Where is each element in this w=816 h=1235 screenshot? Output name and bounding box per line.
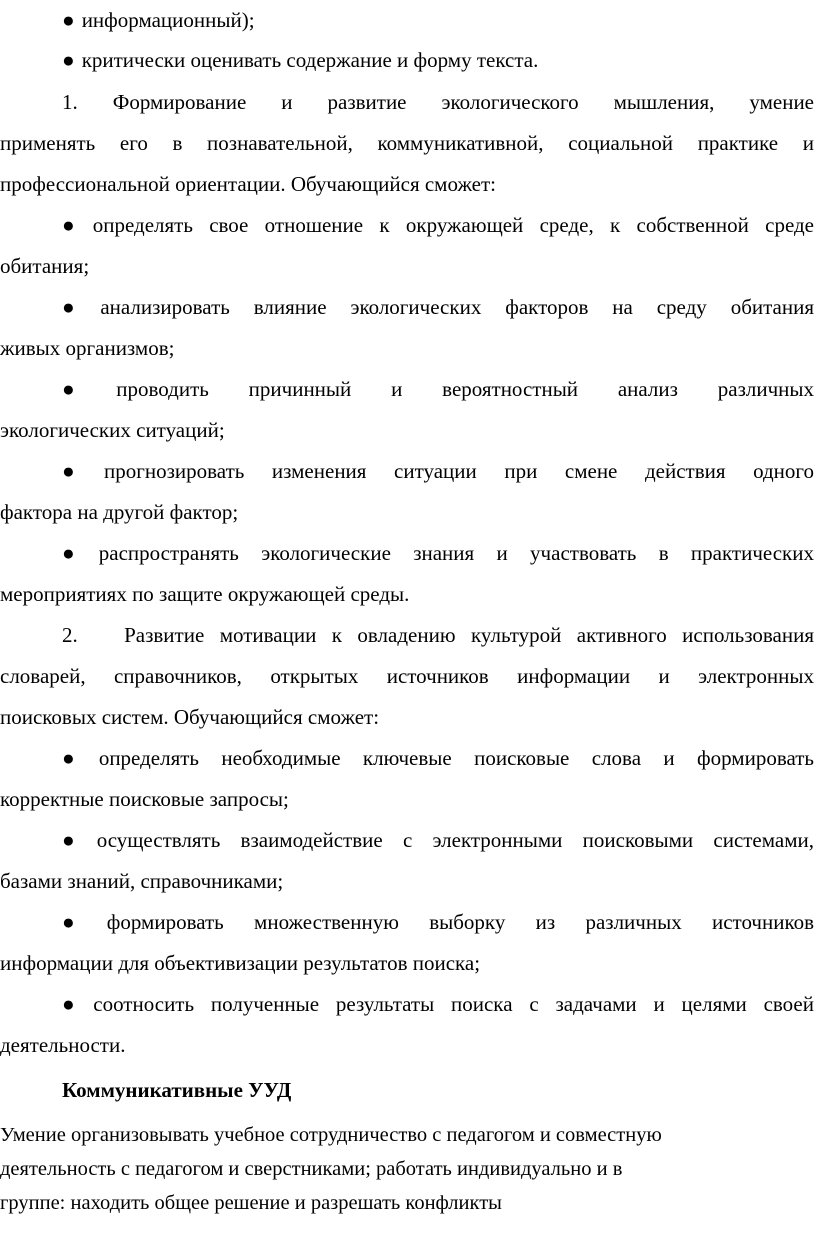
- paragraph-line: словарей, справочников, открытых источников информации и электронных: [0, 664, 814, 688]
- paragraph-line: информации для объективизации результатов поиска;: [0, 951, 481, 975]
- text: осуществлять взаимодействие с электронными поисковыми системами,: [96, 828, 815, 852]
- text: Формирование и развитие экологического мышления, умение: [112, 90, 814, 114]
- bullet-line: [62, 538, 814, 568]
- paragraph-line: экологических ситуаций;: [0, 418, 225, 442]
- bullet-line: [62, 374, 814, 404]
- text: прогнозировать изменения ситуации при смене действия одного: [104, 459, 815, 483]
- paragraph-line: деятельность с педагогом и сверстниками; работать индивидуально и в: [0, 1158, 623, 1180]
- numbered-paragraph-first-line: [62, 620, 814, 650]
- text: формировать множественную выборку из различных источников: [106, 910, 815, 934]
- paragraph-line: Умение организовывать учебное сотрудничество с педагогом и совместную: [0, 1124, 662, 1146]
- paragraph-line: фактора на другой фактор;: [0, 500, 239, 524]
- bullet-icon: ●: [62, 377, 110, 401]
- bullet-line: [62, 456, 814, 486]
- bullet-line: [62, 825, 814, 855]
- paragraph-line: поисковых систем. Обучающийся сможет:: [0, 705, 380, 729]
- text: соотносить полученные результаты поиска с задачами и целями своей: [93, 992, 814, 1016]
- paragraph-line: обитания;: [0, 254, 90, 278]
- bullet-icon: ●: [62, 992, 87, 1016]
- paragraph-line: деятельности.: [0, 1033, 126, 1057]
- bullet-line: [62, 989, 814, 1019]
- bullet-icon: ●: [62, 828, 90, 852]
- paragraph-line: профессиональной ориентации. Обучающийся сможет:: [0, 172, 497, 196]
- list-number: 2.: [62, 623, 78, 647]
- paragraph-line: базами знаний, справочниками;: [0, 869, 284, 893]
- bullet-icon: ●: [62, 8, 75, 32]
- bullet-icon: ●: [62, 213, 86, 237]
- text: распространять экологические знания и участвовать в практических: [98, 541, 814, 565]
- bullet-icon: ●: [62, 459, 98, 483]
- numbered-paragraph-first-line: [62, 87, 814, 117]
- list-number: 1.: [62, 90, 78, 114]
- section-heading: Коммуникативные УУД: [62, 1078, 292, 1102]
- bullet-line: [62, 210, 814, 240]
- bullet-icon: ●: [62, 295, 94, 319]
- text: критически оценивать содержание и форму текста.: [81, 48, 539, 72]
- bullet-line: [62, 292, 814, 322]
- bullet-icon: ●: [62, 48, 75, 72]
- paragraph-line: группе: находить общее решение и разрешать конфликты: [0, 1192, 502, 1214]
- paragraph-line: мероприятиях по защите окружающей среды.: [0, 582, 410, 606]
- bullet-line: [62, 5, 762, 35]
- text: информационный);: [81, 8, 255, 32]
- bullet-icon: ●: [62, 746, 92, 770]
- bullet-line: [62, 743, 814, 773]
- bullet-line: [62, 45, 762, 75]
- bullet-icon: ●: [62, 910, 100, 934]
- text: Развитие мотивации к овладению культурой активного использования: [124, 623, 814, 647]
- bullet-icon: ●: [62, 541, 92, 565]
- text: определять свое отношение к окружающей среде, к собственной среде: [92, 213, 814, 237]
- paragraph-line: живых организмов;: [0, 336, 175, 360]
- paragraph-line: применять его в познавательной, коммуникативной, социальной практике и: [0, 131, 814, 155]
- text: анализировать влияние экологических факторов на среду обитания: [100, 295, 815, 319]
- text: определять необходимые ключевые поисковые слова и формировать: [98, 746, 814, 770]
- bullet-line: [62, 907, 814, 937]
- text: проводить причинный и вероятностный анализ различных: [116, 377, 815, 401]
- paragraph-line: корректные поисковые запросы;: [0, 787, 289, 811]
